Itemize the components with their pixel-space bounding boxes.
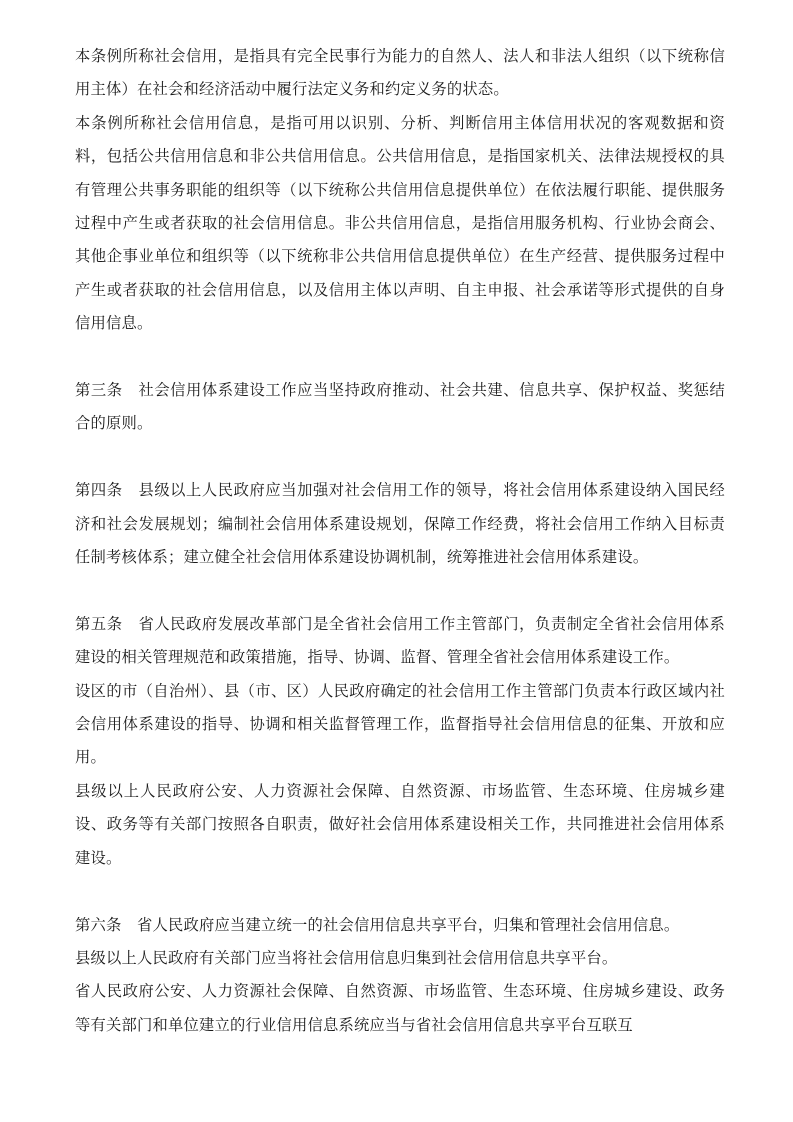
paragraph-group-definitions — [75, 40, 725, 341]
paragraph-credit-information-definition: 本条例所称社会信用信息，是指可用以识别、分析、判断信用主体信用状况的客观数据和资料，包括公共信用信息和非公共信用信息。公共信用信息，是指国家机关、法律法规授权的具有管理公共事务职能的组织等（以下统称公共信用信息提供单位）在依法履行职能、提供服务过程中产生或者获取的社会信用信息。非公共信用信息，是指信用服务机构、行业协会商会、其他企事业单位和组织等（以下统称非公共信用信息提供单位）在生产经营、提供服务过程中产生或者获取的社会信用信息，以及信用主体以声明、自主申报、社会承诺等形式提供的自身信用信息。 — [75, 113, 725, 333]
article-6-paragraph-2: 县级以上人民政府有关部门应当将社会信用信息归集到社会信用信息共享平台。 — [75, 948, 618, 967]
article-6-paragraph-3: 省人民政府公安、人力资源社会保障、自然资源、市场监管、生态环境、住房城乡建设、政务等有关部门和单位建立的行业信用信息系统应当与省社会信用信息共享平台互联互 — [75, 982, 725, 1034]
article-3 — [75, 374, 725, 441]
article-4-text: 第四条 县级以上人民政府应当加强对社会信用工作的领导，将社会信用体系建设纳入国民经济和社会发展规划；编制社会信用体系建设规划，保障工作经费，将社会信用工作纳入目标责任制考核体系；建立健全社会信用体系建设协调机制，统筹推进社会信用体系建设。 — [75, 481, 725, 567]
article-5-paragraph-3: 县级以上人民政府公安、人力资源社会保障、自然资源、市场监管、生态环境、住房城乡建设、政务等有关部门按照各自职责，做好社会信用体系建设相关工作，共同推进社会信用体系建设。 — [75, 781, 725, 867]
article-6 — [75, 909, 725, 1043]
article-6-paragraph-1: 第六条 省人民政府应当建立统一的社会信用信息共享平台，归集和管理社会信用信息。 — [75, 915, 680, 934]
document-page — [75, 40, 725, 1042]
article-4 — [75, 474, 725, 574]
article-5-paragraph-1: 第五条 省人民政府发展改革部门是全省社会信用工作主管部门，负责制定全省社会信用体系建设的相关管理规范和政策措施，指导、协调、监督、管理全省社会信用体系建设工作。 — [75, 614, 725, 667]
article-3-text: 第三条 社会信用体系建设工作应当坚持政府推动、社会共建、信息共享、保护权益、奖惩结合的原则。 — [75, 381, 725, 433]
article-5-paragraph-2: 设区的市（自治州）、县（市、区）人民政府确定的社会信用工作主管部门负责本行政区域内社会信用体系建设的指导、协调和相关监督管理工作，监督指导社会信用信息的征集、开放和应用。 — [75, 681, 725, 767]
paragraph-social-credit-definition: 本条例所称社会信用，是指具有完全民事行为能力的自然人、法人和非法人组织（以下统称信用主体）在社会和经济活动中履行法定义务和约定义务的状态。 — [75, 47, 725, 99]
article-5 — [75, 608, 725, 875]
